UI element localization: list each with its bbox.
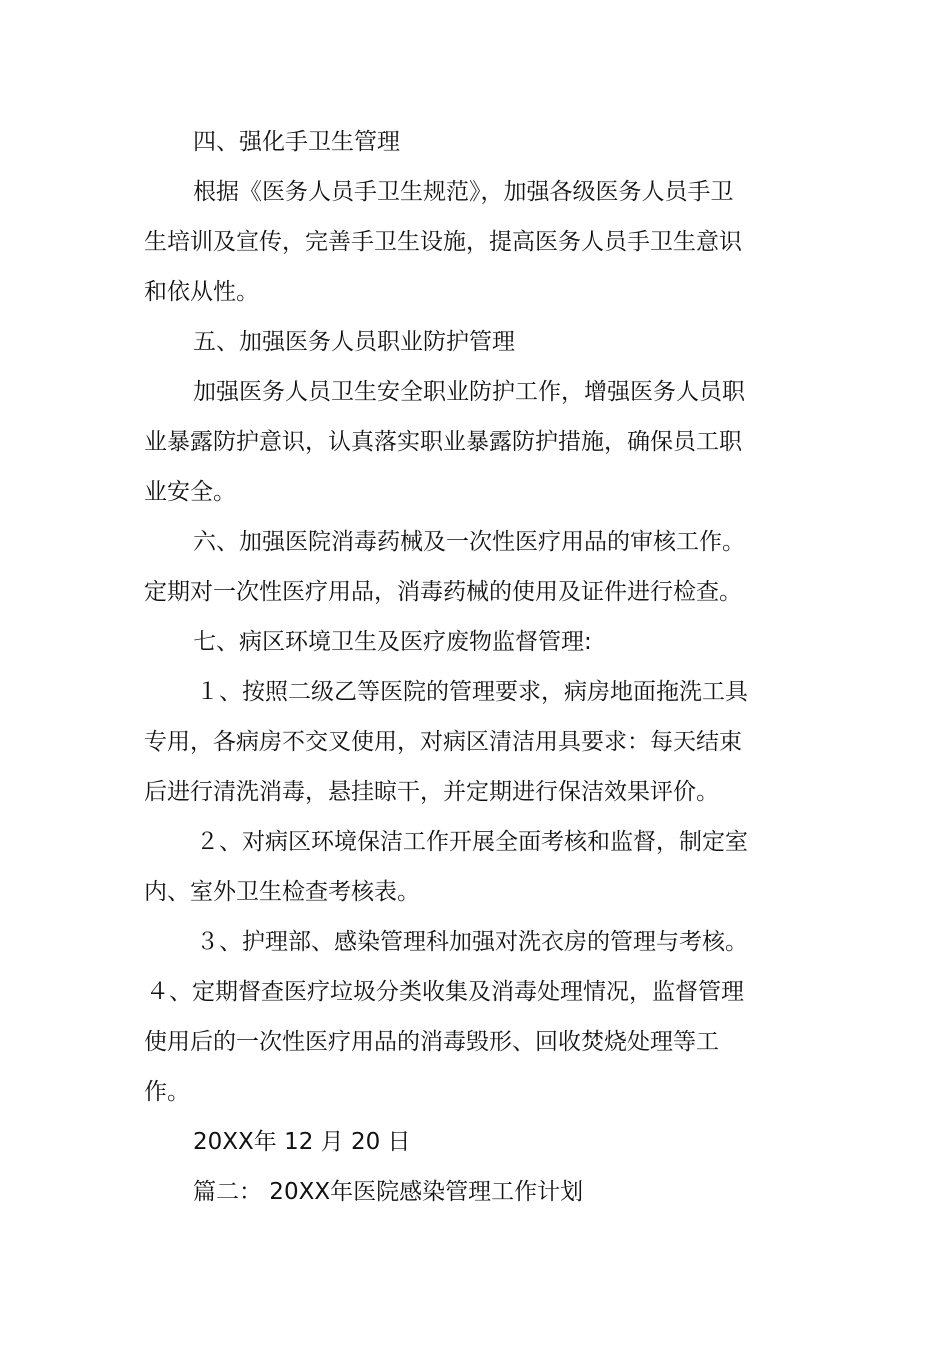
list-item-line: ４、定期督查医疗垃圾分类收集及消毒处理情况，监督管理 [146,979,744,1005]
list-item-line: 作。 [144,1079,190,1105]
paragraph-line: 加强医务人员卫生安全职业防护工作，增强医务人员职 [193,379,745,405]
section-heading-occupational-protection: 五、加强医务人员职业防护管理 [193,329,515,355]
next-article-title: 篇二： 20XX年医院感染管理工作计划 [193,1179,584,1205]
paragraph-line: 定期对一次性医疗用品，消毒药械的使用及证件进行检查。 [144,579,742,605]
list-item-line: １、按照二级乙等医院的管理要求，病房地面拖洗工具 [196,679,748,705]
list-item-line: 专用，各病房不交叉使用，对病区清洁用具要求：每天结束 [144,729,742,755]
paragraph-line: 和依从性。 [144,279,259,305]
list-item-line: 使用后的一次性医疗用品的消毒毁形、回收焚烧处理等工 [144,1029,719,1055]
document-date: 20XX年 12 月 20 日 [193,1129,411,1155]
paragraph-line: 业暴露防护意识，认真落实职业暴露防护措施，确保员工职 [144,429,742,455]
paragraph-line: 根据《医务人员手卫生规范》，加强各级医务人员手卫 [193,179,734,205]
paragraph-line: 业安全。 [144,479,236,505]
list-item-line: 内、室外卫生检查考核表。 [144,879,420,905]
list-item-line: ２、对病区环境保洁工作开展全面考核和监督，制定室 [196,829,748,855]
section-heading-hand-hygiene: 四、强化手卫生管理 [193,129,400,155]
section-heading-ward-environment: 七、病区环境卫生及医疗废物监督管理: [193,629,592,655]
paragraph-line: 生培训及宣传，完善手卫生设施，提高医务人员手卫生意识 [144,229,742,255]
list-item-line: 后进行清洗消毒，悬挂晾干，并定期进行保洁效果评价。 [144,779,719,805]
section-heading-disinfection-review: 六、加强医院消毒药械及一次性医疗用品的审核工作。 [193,529,745,555]
list-item-line: ３、护理部、感染管理科加强对洗衣房的管理与考核。 [196,929,748,955]
